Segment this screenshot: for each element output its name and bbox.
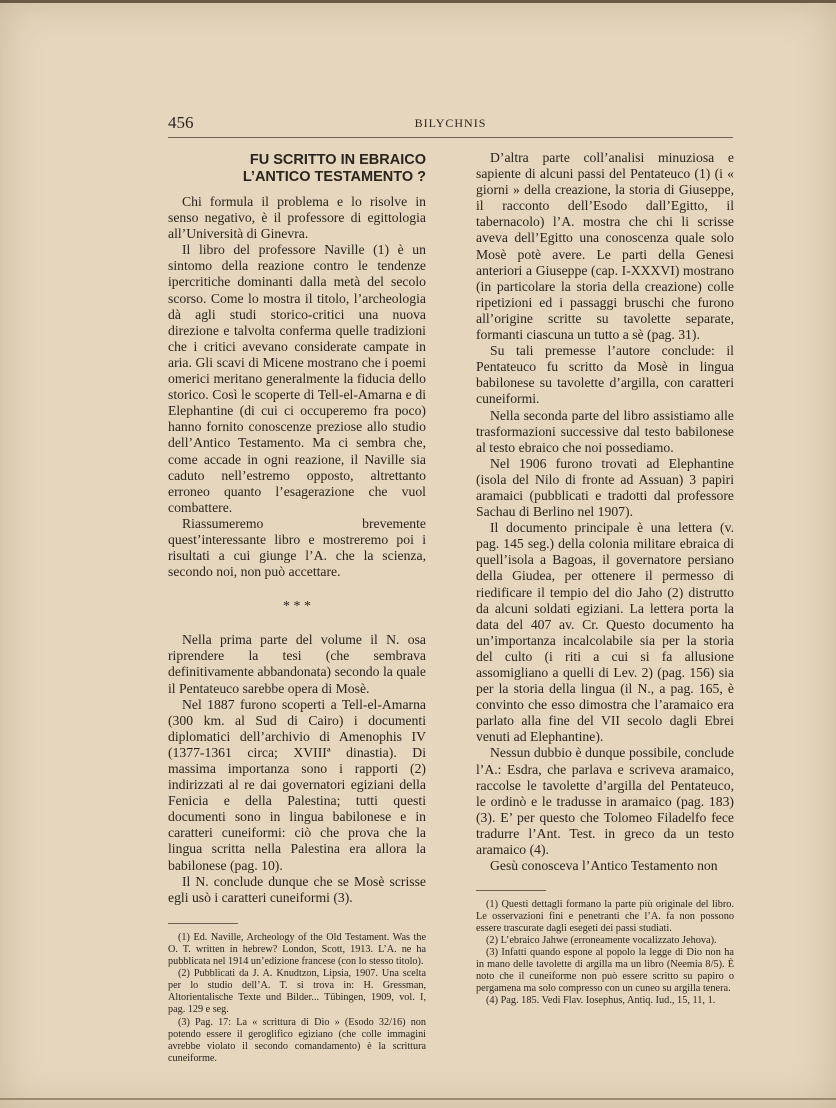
- right-body: [476, 150, 734, 874]
- footnote: (2) Pubblicati da J. A. Knudtzon, Lipsia, 1907. Una scelta per lo studio dell’A. T. si trova in: H. Gressman, Altorientalische Texte und Bilder... Tübingen, 1909, vol. I, pag. 129 e seg.: [168, 968, 426, 1016]
- footnote: (1) Questi dettagli formano la parte più originale del libro. Le osservazioni fini e penetranti che l’A. fa non possono essere trascurate dagli esegeti dei passi studiati.: [476, 899, 734, 935]
- section-separator: * * *: [283, 599, 311, 615]
- paragraph: Nel 1887 furono scoperti a Tell-el-Amarna (300 km. al Sud di Cairo) i documenti diplomatici dell’archivio di Amenophis IV (1377-1361 circa; XVIIIª dinastia). Di massima importanza sono i rapporti (2) indirizzati al re dai governatori egiziani della Fenicia e della Palestina; tutti questi documenti sono in lingua babilonese e in caratteri cuneiformi: ciò che prova che la lingua scritta nella Palestina era allora la babilonese (pag. 10).: [168, 696, 426, 873]
- left-body: [168, 194, 426, 906]
- left-column: [168, 150, 426, 1065]
- footnotes-left: [168, 932, 426, 1065]
- paragraph: Nel 1906 furono trovati ad Elephantine (isola del Nilo di fronte ad Assuan) 3 papiri aramaici (pubblicati e tradotti dal professore Sachau di Berlino nel 1907).: [476, 455, 734, 520]
- bottom-edge-rule: [0, 1098, 836, 1100]
- article-title: [168, 152, 426, 186]
- paragraph: Gesù conosceva l’Antico Testamento non: [490, 858, 718, 874]
- footnote: (3) Infatti quando espone al popolo la legge di Dio non ha in mano delle tavolette di argilla ma un libro (Neemia 8/5). È noto che il cuneiforme non può essere scritto su papiro o pergamena ma solo compresso con un cuneo su argilla tenera.: [476, 947, 734, 995]
- paragraph: Il documento principale è una lettera (v. pag. 145 seg.) della colonia militare ebraica di quell’isola a Bagoas, il governatore persiano della Giudea, per ottenere il permesso di riedificare il tempio del dio Jaho (2) distrutto da alcuni soldati egiziani. La lettera porta la data del 407 av. Cr. Questo documento ha un’importanza incalcolabile sia per la storia del culto (i riti a cui si fa allusione assomigliano a quelli di Lev. 2) (pag. 156) sia per la storia della lingua (il N., a pag. 165, è convinto che esso dimostra che l’aramaico era parlato alla fine del VII secolo dagli Ebrei venuti ad Elephantine).: [476, 520, 734, 745]
- paragraph: Chi formula il problema e lo risolve in senso negativo, è il professore di egittologia all’Università di Ginevra.: [168, 194, 426, 242]
- right-column: [476, 150, 734, 1007]
- footnotes-right: [476, 899, 734, 1007]
- footnote: (3) Pag. 17: La « scrittura di Dio » (Esodo 32/16) non potendo essere il geroglifico egiziano (che colle immagini avrebbe violato il secondo comandamento) è la scrittura cuneiforme.: [168, 1016, 426, 1064]
- paragraph: Nessun dubbio è dunque possibile, conclude l’A.: Esdra, che parlava e scriveva aramaico, raccolse le tavolette d’argilla del Pentateuco, le ordinò e le tradusse in aramaico (pag. 183) (3). E’ per questo che Tolomeo Filadelfo fece tradurre l’Ant. Test. in greco da un testo aramaico (4).: [476, 745, 734, 858]
- page-header: [168, 113, 733, 138]
- paragraph: Il libro del professore Naville (1) è un sintomo della reazione contro le tendenze ipercritiche dominanti dalla metà del secolo scorso. Come lo mostra il titolo, l’archeologia dà agli studi storico-critici una nuova direzione e talvolta conferma quelle tradizioni che i critici avevano considerate campate in aria. Gli scavi di Micene mostrano che i poemi omerici meritano generalmente la fiducia dello storico. Così le scoperte di Tell-el-Amarna e di Elephantine (di cui ci occuperemo fra poco) hanno fornito conoscenze preziose allo studio dell’Antico Testamento. Ma ci sembra che, come accade in ogni reazione, il Naville sia caduto nell’estremo opposto, altrettanto erroneo quanto l’esagerazione che vuol combattere.: [168, 242, 426, 515]
- running-head: BILYCHNIS: [414, 116, 487, 130]
- paragraph: Nella seconda parte del libro assistiamo alle trasformazioni successive dal testo babilonese al testo ebraico che noi possediamo.: [476, 407, 734, 455]
- paragraph: D’altra parte coll’analisi minuziosa e sapiente di alcuni passi del Pentateuco (1) (i « giorni » della creazione, la storia di Giuseppe, il racconto dell’Esodo dall’Egitto, il tabernacolo) l’A. mostra che chi li scrisse aveva dell’Egitto una conoscenza quale solo Mosè potè avere. Le parti della Genesi anteriori a Giuseppe (cap. I-XXXVI) mostrano (in particolare la storia della creazione) colle ripetizioni ed i passaggi bruschi che furono all’origine scritte su tavolette separate, formanti ciascuna un tutto a sè (pag. 31).: [476, 150, 734, 343]
- paragraph: Riassumeremo brevemente quest’interessante libro e mostreremo poi i risultati a cui giunge l’A. che la scienza, secondo noi, non può accettare.: [168, 515, 426, 580]
- article-title-line: FU SCRITTO IN EBRAICO: [249, 152, 426, 168]
- footnote-rule: [476, 890, 546, 891]
- footnote: (1) Ed. Naville, Archeology of the Old Testament. Was the O. T. written in hebrew? London, Scott, 1913. L’A. ne ha pubblicata nel 1914 un’edizione francese (con lo stesso titolo).: [168, 931, 426, 968]
- paragraph: Il N. conclude dunque che se Mosè scrisse egli usò i caratteri cuneiformi (3).: [168, 873, 426, 905]
- footnote-rule: [168, 923, 238, 924]
- footnote: (2) L’ebraico Jahwe (erroneamente vocalizzato Jehova).: [486, 935, 717, 947]
- footnote: (4) Pag. 185. Vedi Flav. Iosephus, Antiq. Iud., 15, 11, 1.: [486, 995, 716, 1007]
- page-number: 456: [168, 113, 194, 132]
- paragraph: Su tali premesse l’autore conclude: il Pentateuco fu scritto da Mosè in lingua babilonese su tavolette d’argilla, con caratteri cuneiformi.: [476, 343, 734, 407]
- top-edge-rule: [0, 0, 836, 3]
- paragraph: Nella prima parte del volume il N. osa riprendere la tesi (che sembrava definitivamente abbandonata) secondo la quale il Pentateuco sarebbe opera di Mosè.: [168, 632, 426, 696]
- article-title-line: L’ANTICO TESTAMENTO ?: [242, 169, 426, 185]
